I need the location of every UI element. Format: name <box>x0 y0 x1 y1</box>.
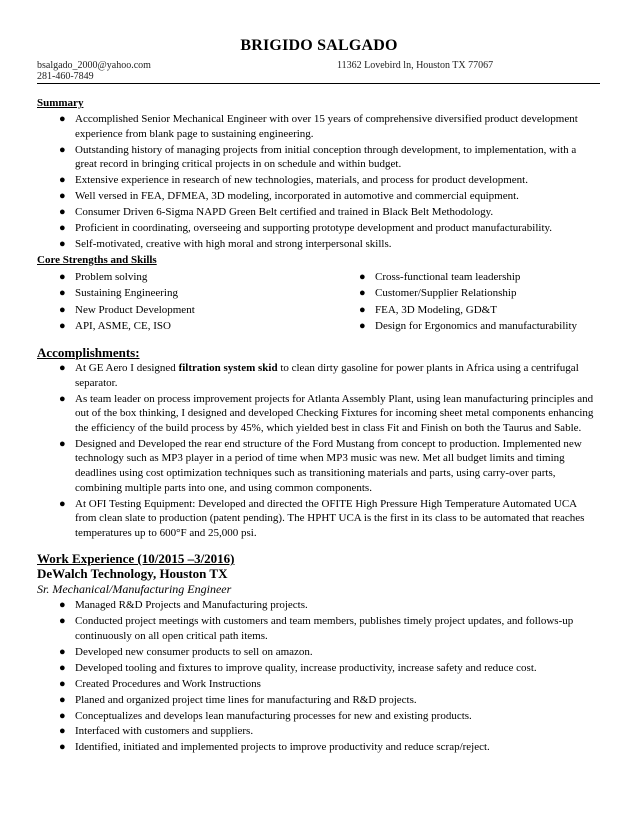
list-item <box>37 237 600 252</box>
company-name: DeWalch Technology, Houston TX <box>37 566 228 581</box>
list-item <box>37 693 600 708</box>
summary-item-text: Proficient in coordinating, overseeing and supporting prototype development and product manufacturability. <box>75 222 553 235</box>
bullet-icon: ● <box>59 238 66 251</box>
bullet-icon: ● <box>359 303 366 316</box>
list-item <box>37 724 600 739</box>
header-divider <box>37 83 600 84</box>
list-item <box>37 661 600 676</box>
bullet-icon: ● <box>59 645 66 658</box>
summary-item-text: Self-motivated, creative with high moral and strong interpersonal skills. <box>75 238 392 251</box>
summary-list <box>37 112 600 253</box>
bullet-icon: ● <box>59 287 66 300</box>
accomplishments-list <box>37 361 600 542</box>
list-item <box>37 173 600 188</box>
bullet-icon: ● <box>59 725 66 738</box>
skill-item <box>37 302 195 318</box>
skill-text: Cross-functional team leadership <box>375 271 521 283</box>
bullet-icon: ● <box>59 437 66 450</box>
list-item <box>37 497 600 541</box>
bullet-icon: ● <box>59 392 66 405</box>
bullet-icon: ● <box>359 287 366 300</box>
bullet-icon: ● <box>59 190 66 203</box>
skills-heading: Core Strengths and Skills <box>37 254 157 266</box>
skill-text: Design for Ergonomics and manufacturability <box>375 319 578 332</box>
accomplishment-text: Designed and Developed the rear end structure of the Ford Mustang from concept to production. Implemented new technology such as MP3 player in a period of time when MP3 music was new. Met all budget limits and timing deadlines using cost optimization techniques such as transitioning materials and parts, using carry-over parts, combining multiple parts into one, and using common components. <box>75 437 582 494</box>
contact-email: bsalgado_2000@yahoo.com <box>37 60 151 71</box>
list-item <box>37 598 600 613</box>
skill-item <box>37 318 195 334</box>
experience-item-text: Developed tooling and fixtures to improve quality, increase productivity, increase safety and reduce cost. <box>75 661 537 674</box>
list-item <box>37 361 600 390</box>
list-item <box>37 221 600 236</box>
list-item <box>37 645 600 660</box>
list-item <box>37 437 600 495</box>
job-title: Sr. Mechanical/Manufacturing Engineer <box>37 582 232 596</box>
skill-item <box>37 285 195 301</box>
bullet-icon: ● <box>59 206 66 219</box>
bullet-icon: ● <box>59 319 66 332</box>
skill-item <box>337 302 577 318</box>
skill-item <box>337 269 577 285</box>
bullet-icon: ● <box>359 319 366 332</box>
contact-address: 11362 Lovebird ln, Houston TX 77067 <box>337 60 494 71</box>
accomplishment-text: As team leader on process improvement projects for Atlanta Assembly Plant, using lean manufacturing principles and out of the box thinking, I designed and developed Checking Fixtures for incoming sheet metal components enhancing the efficiency of the build process by 45%, which yielded best in class Fit and Finish on both the Taurus and Sable. <box>75 392 594 434</box>
bullet-icon: ● <box>59 143 66 156</box>
bullet-icon: ● <box>59 741 66 754</box>
bullet-icon: ● <box>59 677 66 690</box>
experience-item-text: Interfaced with customers and suppliers. <box>75 725 254 738</box>
list-item <box>37 189 600 204</box>
experience-item-text: Planed and organized project time lines for manufacturing and R&D projects. <box>75 693 417 706</box>
contact-phone: 281-460-7849 <box>37 71 94 82</box>
list-item <box>37 677 600 692</box>
experience-item-text: Identified, initiated and implemented projects to improve productivity and reduce scrap/reject. <box>75 741 490 754</box>
bullet-icon: ● <box>59 222 66 235</box>
accomplishment-highlight: filtration system skid <box>178 362 278 374</box>
list-item <box>37 143 600 172</box>
bullet-icon: ● <box>59 709 66 722</box>
list-item <box>37 709 600 724</box>
bullet-icon: ● <box>59 661 66 674</box>
skills-left-column <box>37 269 195 334</box>
bullet-icon: ● <box>59 497 66 510</box>
experience-item-text: Created Procedures and Work Instructions <box>75 677 261 690</box>
experience-item-text: Developed new consumer products to sell on amazon. <box>75 645 313 658</box>
skill-text: Sustaining Engineering <box>75 287 178 300</box>
skill-text: FEA, 3D Modeling, GD&T <box>375 303 497 316</box>
bullet-icon: ● <box>59 113 66 125</box>
experience-list <box>37 598 600 756</box>
accomplishment-text: At GE Aero I designed <box>75 362 179 374</box>
bullet-icon: ● <box>59 303 66 316</box>
skill-text: API, ASME, CE, ISO <box>75 319 171 332</box>
experience-item-text: Managed R&D Projects and Manufacturing projects. <box>75 599 308 611</box>
summary-item-text: Consumer Driven 6-Sigma NAPD Green Belt certified and trained in Black Belt Methodology. <box>75 206 494 219</box>
list-item <box>37 392 600 436</box>
skill-item <box>37 269 195 285</box>
skill-text: Customer/Supplier Relationship <box>375 287 517 300</box>
bullet-icon: ● <box>59 362 66 374</box>
summary-item-text: Outstanding history of managing projects from initial conception through development, to implementation, with a great record in bringing critical projects in on schedule and within budget. <box>75 143 577 171</box>
list-item <box>37 614 600 643</box>
list-item <box>37 112 600 141</box>
list-item <box>37 740 600 755</box>
bullet-icon: ● <box>59 693 66 706</box>
skill-item <box>337 285 577 301</box>
skill-text: Problem solving <box>75 271 148 283</box>
accomplishments-heading: Accomplishments: <box>37 345 140 360</box>
experience-item-text: Conceptualizes and develops lean manufacturing processes for new and existing products. <box>75 709 472 722</box>
experience-heading: Work Experience (10/2015 –3/2016) <box>37 551 235 566</box>
summary-item-text: Accomplished Senior Mechanical Engineer with over 15 years of comprehensive diversified product development experience from blank page to sustaining engineering. <box>75 113 578 140</box>
skills-right-column <box>337 269 577 334</box>
summary-item-text: Extensive experience in research of new technologies, materials, and process for product development. <box>75 174 528 187</box>
skill-text: New Product Development <box>75 303 195 316</box>
bullet-icon: ● <box>359 271 366 283</box>
bullet-icon: ● <box>59 599 66 611</box>
summary-item-text: Well versed in FEA, DFMEA, 3D modeling, incorporated in automotive and commercial equipment. <box>75 190 519 203</box>
bullet-icon: ● <box>59 614 66 627</box>
bullet-icon: ● <box>59 174 66 187</box>
skill-item <box>337 318 577 334</box>
accomplishment-text: to clean dirty gasoline for power plants in Africa using a centrifugal separator. <box>75 362 579 389</box>
experience-item-text: Conducted project meetings with customers and team members, publishes timely project updates, and follows-up continuously on all open critical path items. <box>75 614 574 642</box>
candidate-name: BRIGIDO SALGADO <box>240 37 398 54</box>
list-item <box>37 205 600 220</box>
summary-heading: Summary <box>37 97 84 109</box>
accomplishment-text: At OFI Testing Equipment: Developed and directed the OFITE High Pressure High Temperature Automated UCA from clean slate to production (patent pending). The HPHT UCA is the first in its class to be automated that reaches temperatures up to 600°F and 25,000 psi. <box>75 497 585 539</box>
bullet-icon: ● <box>59 271 66 283</box>
